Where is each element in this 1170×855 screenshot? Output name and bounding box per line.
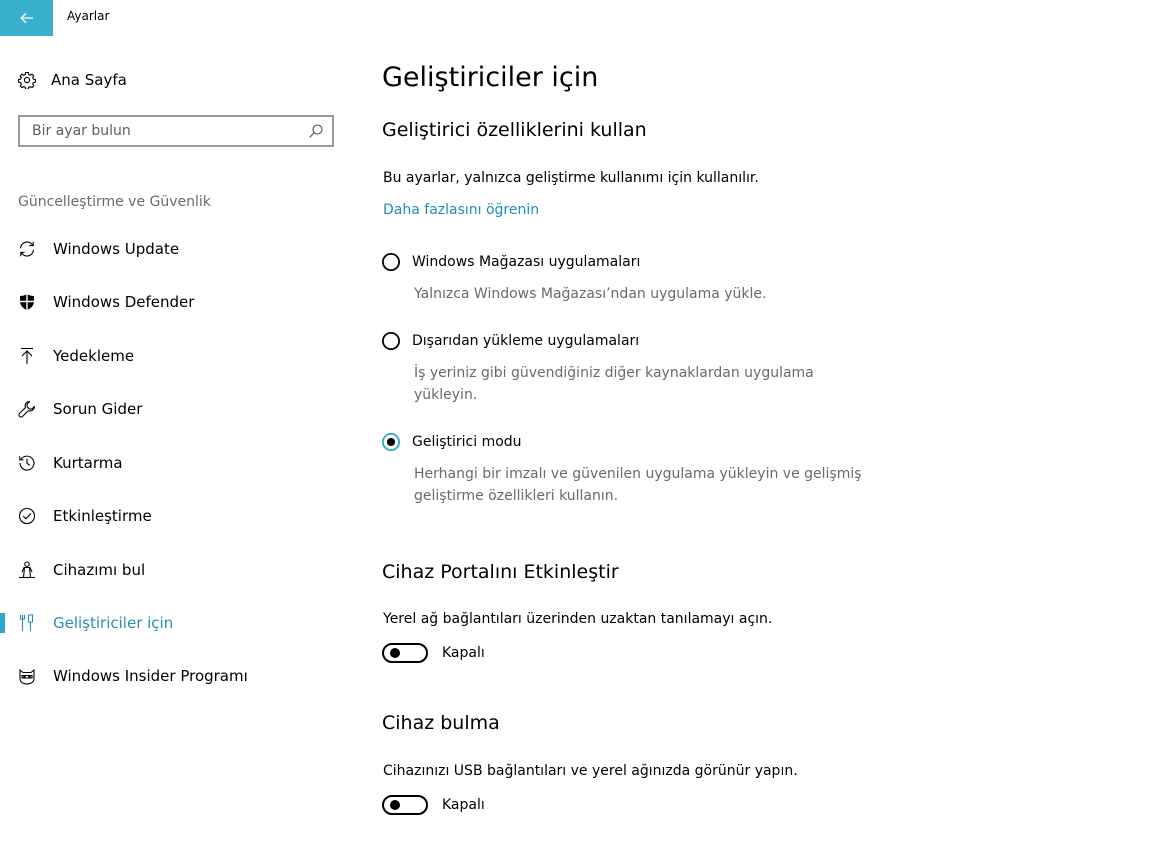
sidebar-item-label: Sorun Gider [53,400,143,418]
upload-arrow-icon [18,347,36,365]
learn-more-link[interactable]: Daha fazlasını öğrenin [383,202,540,218]
search-input[interactable] [32,121,302,141]
radio-checked-icon [382,433,400,451]
title-bar [0,0,1170,36]
dev-features-description: Bu ayarlar, yalnızca geliştirme kullanımı için kullanılır. [383,170,759,186]
sidebar-item-etkinlestirme[interactable] [0,496,340,536]
radio-unchecked-icon [382,253,400,271]
sidebar-item-label: Windows Defender [53,293,195,311]
toggle-state-label: Kapalı [442,797,485,813]
selection-indicator [0,613,5,633]
device-discovery-description: Cihazınızı USB bağlantıları ve yerel ağınızda görünür yapın. [383,763,798,779]
device-portal-heading: Cihaz Portalını Etkinleştir [382,561,619,583]
sidebar-item-yedekleme[interactable] [0,336,340,376]
search-box[interactable] [18,115,334,147]
radio-label: Dışarıdan yükleme uygulamaları [412,333,640,349]
toggle-switch[interactable] [382,795,428,815]
sidebar-item-windows-update[interactable] [0,229,340,269]
window-title: Ayarlar [67,9,110,23]
history-icon [18,454,36,472]
developer-tools-icon [18,614,36,632]
home-label: Ana Sayfa [51,71,127,89]
device-portal-toggle[interactable] [382,641,485,665]
radio-unchecked-icon [382,332,400,350]
toggle-knob [390,648,400,658]
dev-features-heading: Geliştirici özelliklerini kullan [382,119,647,141]
shield-icon [18,293,36,311]
toggle-switch[interactable] [382,643,428,663]
sidebar-item-cihazimi-bul[interactable] [0,550,340,590]
radio-label: Windows Mağazası uygulamaları [412,254,641,270]
page-title: Geliştiriciler için [382,62,599,93]
back-button[interactable] [0,0,53,36]
sidebar-item-label: Windows Insider Programı [53,667,248,685]
sidebar-item-gelistiriciler-icin[interactable] [0,603,340,643]
search-icon[interactable] [308,123,324,139]
sidebar-item-label: Kurtarma [53,454,123,472]
radio-store-apps[interactable] [382,251,640,273]
sidebar-item-label: Cihazımı bul [53,561,146,579]
person-location-icon [18,561,36,579]
ninja-cat-icon [18,667,36,685]
sidebar-item-label: Etkinleştirme [53,507,152,525]
sidebar-item-label: Windows Update [53,240,180,258]
sidebar-item-windows-insider[interactable] [0,656,340,696]
radio-description: İş yeriniz gibi güvendiğiniz diğer kaynaklardan uygulama yükleyin. [414,365,814,403]
sync-icon [18,240,36,258]
radio-sideload-apps[interactable] [382,330,639,352]
sidebar-item-label: Yedekleme [53,347,135,365]
sidebar-section-title: Güncelleştirme ve Güvenlik [18,194,211,210]
radio-developer-mode[interactable] [382,431,522,453]
wrench-icon [18,400,36,418]
sidebar-item-sorun-gider[interactable] [0,389,340,429]
sidebar-item-label: Geliştiriciler için [53,614,174,632]
sidebar-item-windows-defender[interactable] [0,282,340,322]
radio-description: Herhangi bir imzalı ve güvenilen uygulama yükleyin ve gelişmiş geliştirme özellikleri kullanın. [414,466,862,504]
radio-label: Geliştirici modu [412,434,522,450]
device-discovery-heading: Cihaz bulma [382,712,500,734]
gear-icon [18,71,36,89]
device-discovery-toggle[interactable] [382,793,485,817]
check-circle-icon [18,507,36,525]
device-portal-description: Yerel ağ bağlantıları üzerinden uzaktan tanılamayı açın. [383,611,773,627]
toggle-state-label: Kapalı [442,645,485,661]
toggle-knob [390,800,400,810]
radio-description: Yalnızca Windows Mağazası’ndan uygulama yükle. [414,286,767,302]
sidebar-item-kurtarma[interactable] [0,443,340,483]
back-arrow-icon [20,12,34,24]
home-link[interactable] [18,68,127,92]
